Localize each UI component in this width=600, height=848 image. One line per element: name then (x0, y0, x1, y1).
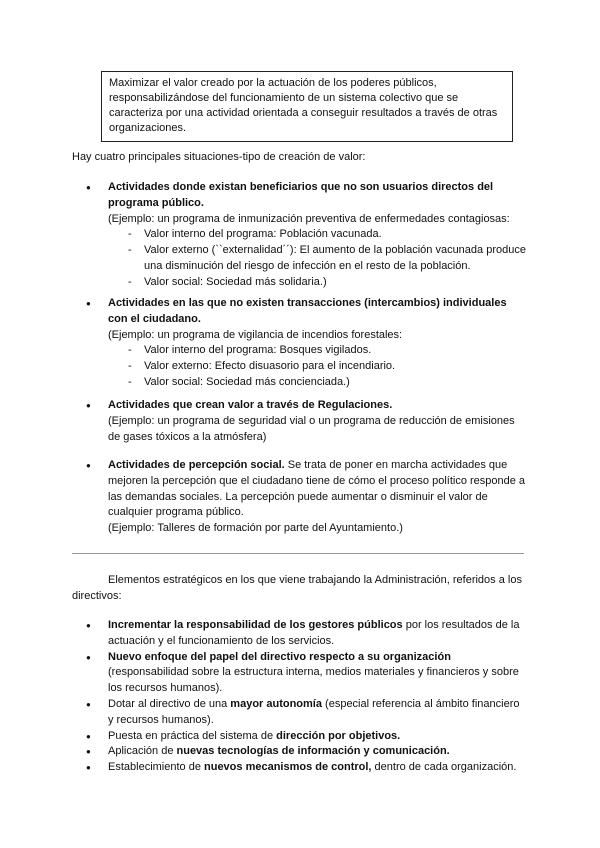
list-item (86, 180, 526, 291)
value-situations-list (86, 180, 526, 291)
item-bold: dirección por objetivos. (276, 729, 401, 742)
situation-title: Actividades en las que no existen transacciones (intercambios) individuales con el ciudadano. (108, 297, 507, 325)
item-text: Establecimiento de (108, 761, 204, 774)
sub-item: - Valor externo: Efecto disuasorio para el incendiario. (128, 359, 526, 375)
situation-example: (Ejemplo: un programa de vigilancia de incendios forestales: (108, 328, 403, 341)
item-text: Dotar al directivo de una (108, 697, 231, 710)
list-item (86, 744, 526, 760)
situation-title: Actividades donde existan beneficiarios que no son usuarios directos del programa público. (108, 181, 494, 209)
list-item (86, 760, 526, 776)
sub-item: - Valor social: Sociedad más solidaria.) (128, 275, 526, 291)
list-item (86, 296, 526, 391)
definition-text: Maximizar el valor creado por la actuación de los poderes públicos, responsabilizándose del funcionamiento de un sistema colectivo que se caracteriza por una actividad orientada a conseguir resultados a través de otras organizaciones. (109, 77, 498, 134)
sub-list (108, 227, 526, 290)
list-item (86, 458, 526, 537)
value-situations-list-2 (86, 296, 526, 391)
strategic-elements-list (86, 618, 526, 776)
situation-example: (Ejemplo: Talleres de formación por parte del Ayuntamiento.) (108, 522, 403, 535)
list-item (86, 618, 526, 650)
item-bold: Nuevo enfoque del papel del directivo respecto a su organización (108, 650, 451, 663)
situation-title: Actividades de percepción social. (108, 459, 285, 471)
situation-body: Se trata de poner en marcha actividades que mejoren la percepción que el ciudadano tiene de cómo el proceso político responde a las demandas sociales. La percepción puede aumentar o disminuir el valor de cualquier programa público. (108, 459, 526, 519)
sub-item: - Valor social: Sociedad más concienciada.) (128, 375, 526, 391)
elements-intro: Elementos estratégicos en los que viene trabajando la Administración, referidos a los directivos: (72, 574, 522, 602)
item-text: por los resultados de la actuación y el funcionamiento de los servicios. (108, 619, 520, 647)
intro-paragraph: Hay cuatro principales situaciones-tipo de creación de valor: (72, 151, 366, 163)
item-bold: mayor autonomía (230, 697, 322, 710)
item-bold: nuevas tecnologías de información y comunicación. (176, 745, 450, 758)
item-text: Puesta en práctica del sistema de (108, 729, 277, 742)
list-item (86, 697, 526, 729)
value-situations-list-3 (86, 398, 526, 445)
list-item (86, 650, 526, 697)
item-text: dentro de cada organización. (371, 761, 517, 774)
item-bold: Incrementar la responsabilidad de los gestores públicos (108, 619, 403, 631)
list-item (86, 398, 526, 445)
item-text: (especial referencia al ámbito financiero y recursos humanos). (108, 697, 520, 726)
sub-item: - Valor externo (``externalidad´´): El aumento de la población vacunada produce una disminución del riesgo de infección en el resto de la población. (128, 243, 526, 275)
situation-example: (Ejemplo: un programa de inmunización preventiva de enfermedades contagiosas: (108, 212, 510, 225)
situation-example: (Ejemplo: un programa de seguridad vial o un programa de reducción de emisiones de gases tóxicos a la atmósfera) (108, 414, 515, 443)
definition-box (101, 71, 513, 142)
sub-item: - Valor interno del programa: Población vacunada. (128, 227, 526, 243)
situation-title: Actividades que crean valor a través de Regulaciones. (108, 399, 393, 411)
item-text: (responsabilidad sobre la estructura interna, medios materiales y financieros y sobre los recursos humanos). (108, 666, 519, 695)
item-text: Aplicación de (108, 745, 177, 758)
list-item (86, 729, 526, 745)
value-situations-list-4 (86, 458, 526, 537)
sub-item: - Valor interno del programa: Bosques vigilados. (128, 343, 526, 359)
item-bold: nuevos mecanismos de control, (204, 761, 372, 774)
divider (72, 553, 524, 554)
sub-list (108, 343, 526, 390)
